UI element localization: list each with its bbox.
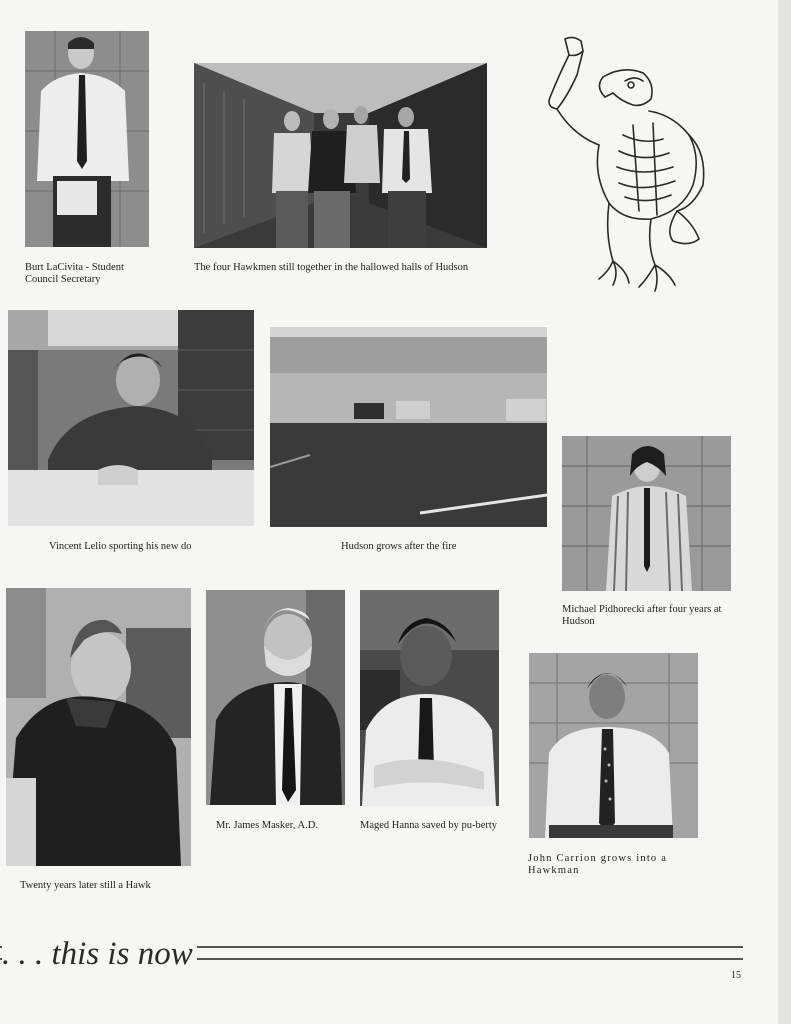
photo-burt-lacivita	[25, 31, 149, 247]
caption-hudson: Hudson grows after the fire	[341, 541, 457, 552]
caption-twenty: Twenty years later still a Hawk	[20, 880, 151, 891]
page-edge	[778, 0, 791, 1024]
photo-john-carrion	[529, 653, 698, 838]
caption-michael: Michael Pidhorecki after four years at Hudson	[562, 604, 722, 627]
caption-masker: Mr. James Masker, A.D.	[216, 820, 318, 831]
page-number: 15	[731, 970, 741, 981]
hawk-mascot-icon	[543, 35, 713, 297]
photo-michael-pidhorecki	[562, 436, 731, 591]
photo-vincent-lelio	[8, 310, 254, 526]
photo-twenty-years	[6, 588, 191, 866]
caption-maged: Maged Hanna saved by pu-berty	[360, 820, 498, 831]
footer-tagline: . . . this is now	[2, 936, 197, 972]
caption-vincent: Vincent Lelio sporting his new do	[49, 541, 192, 552]
caption-hawkmen: The four Hawkmen still together in the hallowed halls of Hudson	[194, 262, 469, 273]
photo-maged-hanna	[360, 590, 499, 806]
caption-john: John Carrion grows into a Hawkman	[528, 853, 668, 876]
photo-hudson-grows	[270, 327, 547, 527]
photo-james-masker	[206, 590, 345, 805]
photo-four-hawkmen	[194, 63, 487, 248]
caption-burt: Burt LaCivita - Student Council Secretary	[25, 262, 124, 285]
